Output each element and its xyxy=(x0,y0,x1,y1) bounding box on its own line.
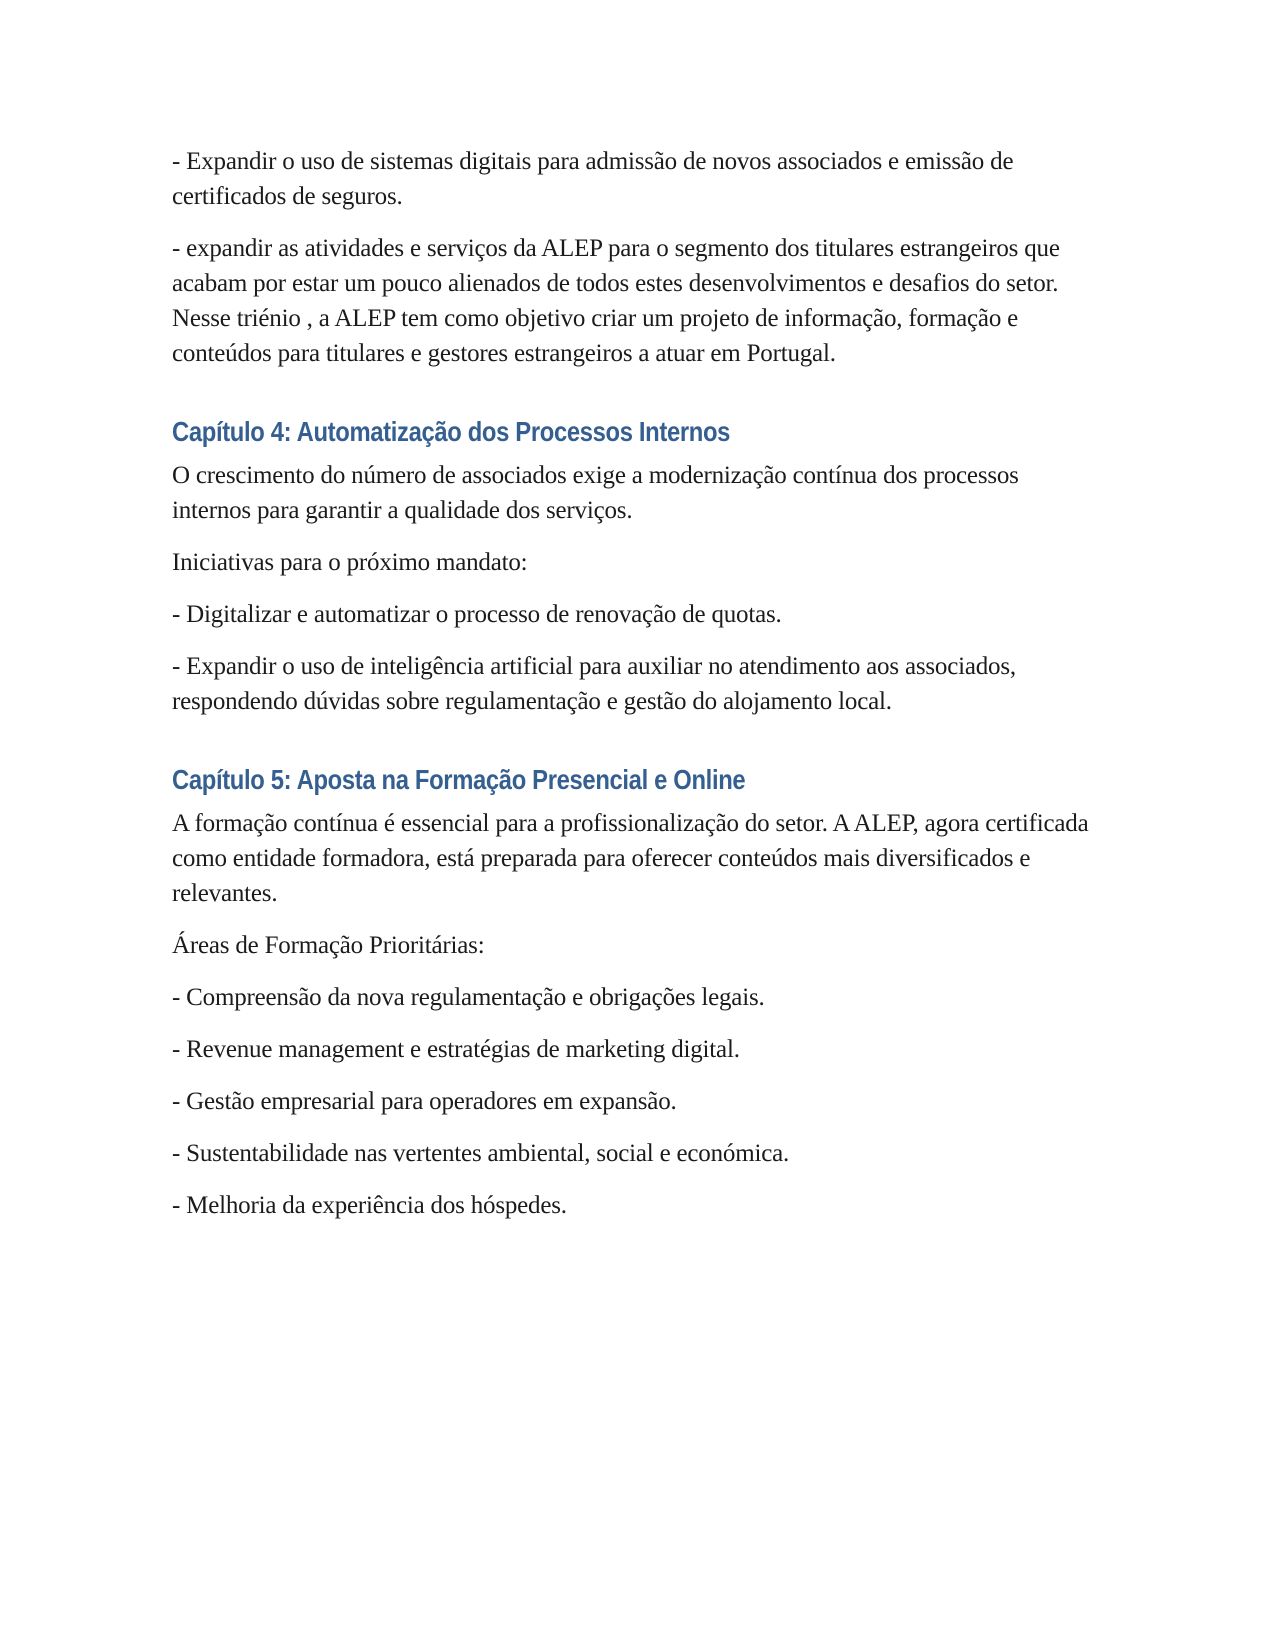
document-content xyxy=(172,144,1100,1240)
paragraph-formacao-continua: A formação contínua é essencial para a profissionalização do setor. A ALEP, agora certificada como entidade formadora, está preparada para oferecer conteúdos mais diversificados e relevantes. xyxy=(172,810,1089,907)
paragraph-expandir-sistemas-digitais: - Expandir o uso de sistemas digitais para admissão de novos associados e emissão de certificados de seguros. xyxy=(172,148,1014,210)
bullet-gestao-empresarial: - Gestão empresarial para operadores em expansão. xyxy=(172,1088,677,1115)
bullet-melhoria-experiencia: - Melhoria da experiência dos hóspedes. xyxy=(172,1192,567,1219)
paragraph-crescimento-associados: O crescimento do número de associados exige a modernização contínua dos processos internos para garantir a qualidade dos serviços. xyxy=(172,462,1019,524)
paragraph-iniciativas-mandato: Iniciativas para o próximo mandato: xyxy=(172,549,528,576)
bullet-inteligencia-artificial: - Expandir o uso de inteligência artificial para auxiliar no atendimento aos associados, respondendo dúvidas sobre regulamentação e gestão do alojamento local. xyxy=(172,653,1016,715)
chapter-5-heading: Capítulo 5: Aposta na Formação Presencial e Online xyxy=(172,764,746,795)
bullet-compreensao-regulamentacao: - Compreensão da nova regulamentação e obrigações legais. xyxy=(172,984,765,1011)
paragraph-areas-formacao: Áreas de Formação Prioritárias: xyxy=(172,932,485,959)
paragraph-expandir-atividades-alep: - expandir as atividades e serviços da ALEP para o segmento dos titulares estrangeiros que acabam por estar um pouco alienados de todos estes desenvolvimentos e desafios do setor. Nesse triénio , a ALEP tem como objetivo criar um projeto de informação, formação e conteúdos para titulares e gestores estrangeiros a atuar em Portugal. xyxy=(172,235,1060,367)
bullet-digitalizar-quotas: - Digitalizar e automatizar o processo de renovação de quotas. xyxy=(172,601,782,628)
bullet-sustentabilidade: - Sustentabilidade nas vertentes ambiental, social e económica. xyxy=(172,1140,790,1167)
chapter-4-heading: Capítulo 4: Automatização dos Processos Internos xyxy=(172,416,731,447)
bullet-revenue-management: - Revenue management e estratégias de marketing digital. xyxy=(172,1036,740,1063)
